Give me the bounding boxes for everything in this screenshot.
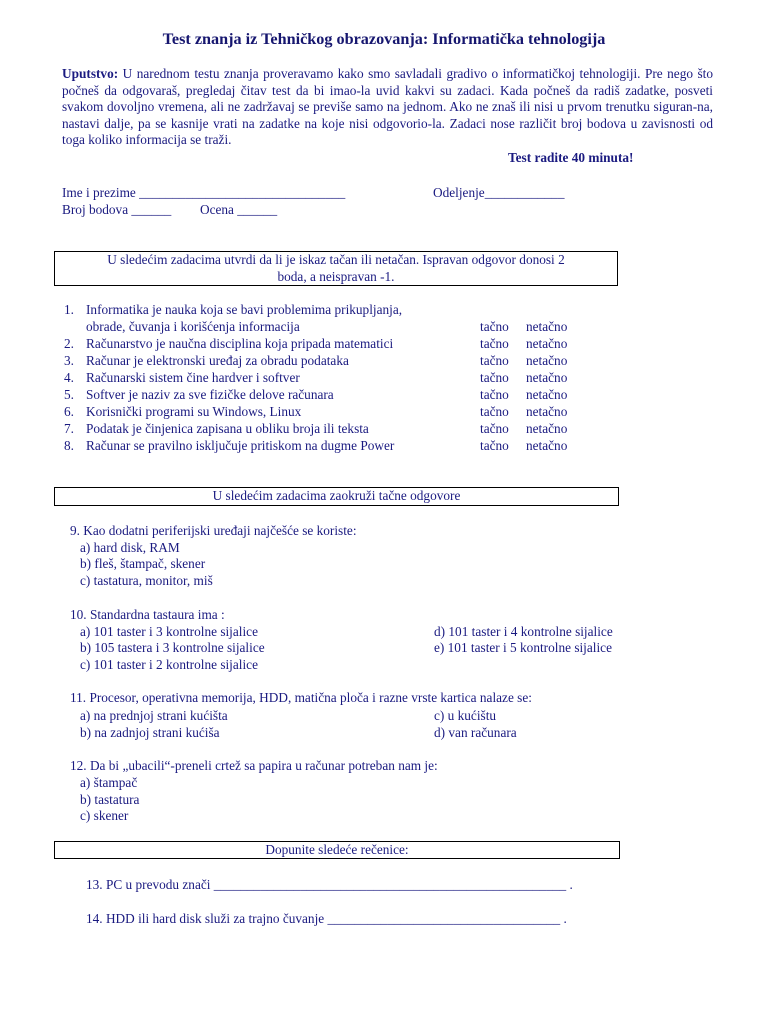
answer-option[interactable]: c) tastatura, monitor, miš: [80, 573, 213, 588]
item-number: 7.: [64, 421, 74, 436]
item-number: 4.: [64, 370, 74, 385]
list-item: [0, 421, 768, 438]
true-option[interactable]: tačno: [480, 336, 509, 351]
true-option[interactable]: tačno: [480, 353, 509, 368]
points-field: Broj bodova ______: [62, 202, 172, 217]
instructions: [62, 66, 713, 149]
answer-option[interactable]: a) štampač: [80, 775, 138, 790]
false-option[interactable]: netačno: [526, 387, 568, 402]
name-field: Ime i prezime _______________________________: [62, 185, 346, 200]
question-14: 14. HDD ili hard disk služi za trajno čuvanje ___________________________________ .: [86, 911, 567, 926]
answer-option[interactable]: b) na zadnjoj strani kućiša: [80, 725, 220, 740]
question-11: 11. Procesor, operativna memorija, HDD, matična ploča i razne vrste kartica nalaze se:: [70, 690, 532, 705]
section1-header-line1: U sledećim zadacima utvrdi da li je iskaz tačan ili netačan. Ispravan odgovor donosi 2: [107, 252, 565, 267]
answer-option[interactable]: b) fleš, štampač, skener: [80, 556, 206, 571]
answer-option[interactable]: a) na prednjoj strani kućišta: [80, 708, 228, 723]
section3-header: Dopunite sledeće rečenice:: [54, 841, 620, 859]
answer-option[interactable]: c) 101 taster i 2 kontrolne sijalice: [80, 657, 258, 672]
item-number: 8.: [64, 438, 74, 453]
false-option[interactable]: netačno: [526, 353, 568, 368]
false-option[interactable]: netačno: [526, 370, 568, 385]
item-text: Podatak je činjenica zapisana u obliku broja ili teksta: [86, 421, 369, 436]
answer-option[interactable]: a) 101 taster i 3 kontrolne sijalice: [80, 624, 258, 639]
answer-option[interactable]: b) 105 tastera i 3 kontrolne sijalice: [80, 640, 265, 655]
answer-option[interactable]: b) tastatura: [80, 792, 140, 807]
section1-header-line2: boda, a neispravan -1.: [277, 268, 395, 284]
question-13: 13. PC u prevodu znači _____________________________________________________ .: [86, 877, 573, 892]
instructions-label: Uputstvo:: [62, 66, 119, 81]
item-text: Računar se pravilno isključuje pritiskom na dugme Power: [86, 438, 395, 453]
list-item: [0, 353, 768, 370]
item-number: 2.: [64, 336, 74, 351]
true-option[interactable]: tačno: [480, 319, 509, 334]
grade-field: Ocena ______: [200, 202, 278, 217]
item-text: obrade, čuvanja i korišćenja informacija: [86, 319, 300, 334]
list-item: [0, 336, 768, 353]
question-9: 9. Kao dodatni periferijski uređaji najčešće se koriste:: [70, 523, 357, 538]
item-text: Računarski sistem čine hardver i softver: [86, 370, 300, 385]
question-12: 12. Da bi „ubacili“-preneli crtež sa papira u računar potreban nam je:: [70, 758, 438, 773]
class-field: Odeljenje____________: [433, 185, 565, 200]
list-item: [0, 302, 768, 319]
false-option[interactable]: netačno: [526, 404, 568, 419]
section1-header: [54, 251, 618, 286]
list-item: [0, 387, 768, 404]
true-option[interactable]: tačno: [480, 438, 509, 453]
answer-option[interactable]: c) u kućištu: [434, 708, 497, 723]
list-item: [0, 404, 768, 421]
time-limit: Test radite 40 minuta!: [508, 150, 634, 165]
item-text: Računar je elektronski uređaj za obradu podataka: [86, 353, 349, 368]
true-option[interactable]: tačno: [480, 421, 509, 436]
page-title: Test znanja iz Tehničkog obrazovanja: Informatička tehnologija: [162, 30, 606, 48]
false-option[interactable]: netačno: [526, 421, 568, 436]
item-number: 1.: [64, 302, 74, 317]
item-number: 5.: [64, 387, 74, 402]
item-number: 3.: [64, 353, 74, 368]
false-option[interactable]: netačno: [526, 319, 568, 334]
false-option[interactable]: netačno: [526, 336, 568, 351]
list-item: [0, 319, 768, 336]
item-text: Korisnički programi su Windows, Linux: [86, 404, 302, 419]
answer-option[interactable]: c) skener: [80, 808, 129, 823]
true-option[interactable]: tačno: [480, 404, 509, 419]
true-option[interactable]: tačno: [480, 387, 509, 402]
list-item: [0, 438, 768, 455]
instructions-text: U narednom testu znanja proveravamo kako smo savladali gradivo o informatičkoj tehnologiji. Pre nego što počneš da odgovaraš, pregledaj čitav test da bi imao-la uvid kakvi su zadaci. Kada počneš da radiš zadatke, posveti svakom dovoljno vremena, ali ne zadržavaj se previše samo na jednom. Ako ne znaš ili nisi u prvom trenutku siguran-na, nastavi dalje, pa se kasnije vrati na zadatke na koje nisi odgovorio-la. Zadaci nose različit broj bodova u zavisnosti od toga koliko informacija se traži.: [62, 66, 713, 148]
item-text: Informatika je nauka koja se bavi problemima prikupljanja,: [86, 302, 403, 317]
item-text: Softver je naziv za sve fizičke delove računara: [86, 387, 334, 402]
item-number: 6.: [64, 404, 74, 419]
answer-option[interactable]: d) 101 taster i 4 kontrolne sijalice: [434, 624, 613, 639]
question-10: 10. Standardna tastaura ima :: [70, 607, 225, 622]
answer-option[interactable]: a) hard disk, RAM: [80, 540, 180, 555]
section2-header: U sledećim zadacima zaokruži tačne odgovore: [54, 487, 619, 506]
answer-option[interactable]: d) van računara: [434, 725, 517, 740]
true-option[interactable]: tačno: [480, 370, 509, 385]
list-item: [0, 370, 768, 387]
item-text: Računarstvo je naučna disciplina koja pripada matematici: [86, 336, 394, 351]
answer-option[interactable]: e) 101 taster i 5 kontrolne sijalice: [434, 640, 612, 655]
false-option[interactable]: netačno: [526, 438, 568, 453]
